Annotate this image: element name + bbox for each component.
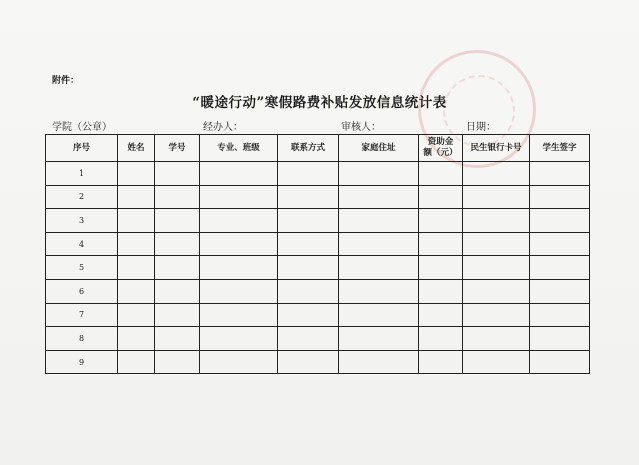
- table-row: [46, 327, 590, 351]
- table-row: [46, 209, 590, 233]
- cell-major-class: [200, 162, 278, 186]
- table-row: [46, 350, 590, 374]
- cell-contact: [278, 279, 339, 303]
- attachment-label: 附件：: [52, 76, 80, 86]
- cell-bank-card: [463, 209, 530, 233]
- table-row: [46, 256, 590, 280]
- cell-contact: [278, 327, 339, 351]
- cell-home-address: [339, 279, 419, 303]
- cell-name: [118, 303, 155, 327]
- cell-signature: [530, 232, 590, 256]
- header-major-class: 专业、班级: [200, 135, 278, 162]
- cell-signature: [530, 256, 590, 280]
- cell-bank-card: [463, 303, 530, 327]
- cell-student-id: [155, 303, 200, 327]
- header-seq: 序号: [46, 135, 118, 162]
- cell-seq: 2: [46, 185, 118, 209]
- header-home-address: 家庭住址: [339, 135, 419, 162]
- cell-name: [118, 185, 155, 209]
- cell-bank-card: [463, 232, 530, 256]
- cell-seq: 8: [46, 327, 118, 351]
- table-row: [46, 185, 590, 209]
- cell-bank-card: [463, 279, 530, 303]
- cell-home-address: [339, 209, 419, 233]
- table-header-row: [46, 135, 590, 162]
- subsidy-info-table: [45, 134, 590, 374]
- cell-major-class: [200, 185, 278, 209]
- cell-signature: [530, 279, 590, 303]
- cell-home-address: [339, 232, 419, 256]
- header-name: 姓名: [118, 135, 155, 162]
- header-signature: 学生签字: [530, 135, 590, 162]
- cell-major-class: [200, 209, 278, 233]
- cell-amount: [419, 185, 463, 209]
- cell-name: [118, 256, 155, 280]
- header-amount-line1: 资助金: [427, 137, 454, 147]
- cell-bank-card: [463, 256, 530, 280]
- cell-contact: [278, 303, 339, 327]
- cell-signature: [530, 350, 590, 374]
- cell-home-address: [339, 256, 419, 280]
- cell-student-id: [155, 185, 200, 209]
- cell-seq: 1: [46, 162, 118, 186]
- cell-major-class: [200, 303, 278, 327]
- cell-name: [118, 327, 155, 351]
- cell-bank-card: [463, 162, 530, 186]
- cell-major-class: [200, 256, 278, 280]
- header-bank-card: 民生银行卡号: [463, 135, 530, 162]
- cell-seq: 6: [46, 279, 118, 303]
- cell-signature: [530, 162, 590, 186]
- cell-signature: [530, 209, 590, 233]
- header-student-id: 学号: [155, 135, 200, 162]
- cell-home-address: [339, 303, 419, 327]
- cell-home-address: [339, 162, 419, 186]
- header-amount: [419, 135, 463, 162]
- table-row: [46, 279, 590, 303]
- cell-contact: [278, 209, 339, 233]
- header-contact: 联系方式: [278, 135, 339, 162]
- cell-name: [118, 209, 155, 233]
- cell-contact: [278, 256, 339, 280]
- cell-bank-card: [463, 185, 530, 209]
- cell-home-address: [339, 350, 419, 374]
- cell-student-id: [155, 232, 200, 256]
- cell-amount: [419, 256, 463, 280]
- cell-amount: [419, 303, 463, 327]
- cell-contact: [278, 350, 339, 374]
- cell-student-id: [155, 279, 200, 303]
- cell-major-class: [200, 279, 278, 303]
- cell-seq: 5: [46, 256, 118, 280]
- cell-name: [118, 162, 155, 186]
- cell-name: [118, 232, 155, 256]
- cell-name: [118, 279, 155, 303]
- reviewer-label: 审核人：: [341, 122, 381, 133]
- cell-seq: 3: [46, 209, 118, 233]
- cell-amount: [419, 232, 463, 256]
- cell-amount: [419, 209, 463, 233]
- cell-amount: [419, 350, 463, 374]
- cell-seq: 4: [46, 232, 118, 256]
- handler-label: 经办人：: [203, 122, 243, 133]
- cell-amount: [419, 162, 463, 186]
- cell-student-id: [155, 350, 200, 374]
- cell-contact: [278, 162, 339, 186]
- cell-home-address: [339, 185, 419, 209]
- date-label: 日期：: [466, 122, 496, 133]
- cell-signature: [530, 185, 590, 209]
- cell-seq: 9: [46, 350, 118, 374]
- cell-student-id: [155, 327, 200, 351]
- college-seal-label: 学院（公章）: [52, 122, 112, 133]
- cell-student-id: [155, 256, 200, 280]
- cell-student-id: [155, 162, 200, 186]
- header-amount-line2: 额（元）: [423, 148, 458, 158]
- cell-signature: [530, 327, 590, 351]
- table-row: [46, 162, 590, 186]
- cell-major-class: [200, 327, 278, 351]
- table-row: [46, 232, 590, 256]
- cell-contact: [278, 185, 339, 209]
- document-title: “暖途行动”寒假路费补贴发放信息统计表: [192, 95, 447, 111]
- cell-contact: [278, 232, 339, 256]
- cell-signature: [530, 303, 590, 327]
- cell-seq: 7: [46, 303, 118, 327]
- table-body: [46, 162, 590, 374]
- cell-student-id: [155, 209, 200, 233]
- cell-home-address: [339, 327, 419, 351]
- cell-major-class: [200, 350, 278, 374]
- table-row: [46, 303, 590, 327]
- cell-major-class: [200, 232, 278, 256]
- cell-bank-card: [463, 327, 530, 351]
- cell-name: [118, 350, 155, 374]
- cell-amount: [419, 279, 463, 303]
- cell-amount: [419, 327, 463, 351]
- cell-bank-card: [463, 350, 530, 374]
